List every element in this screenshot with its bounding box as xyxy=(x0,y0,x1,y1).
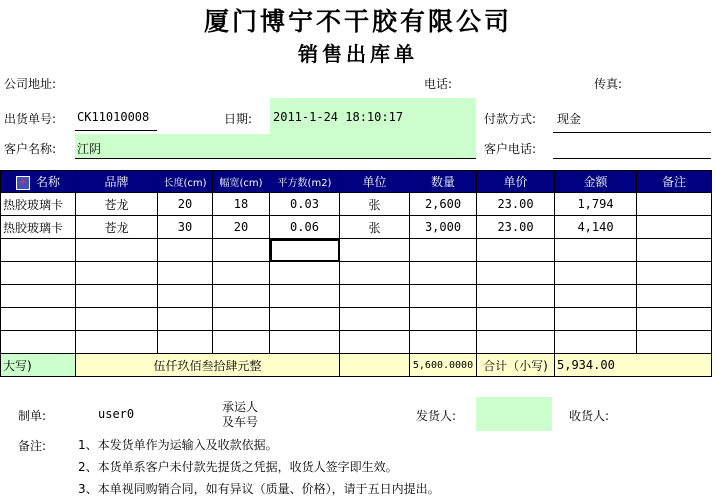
summary-row xyxy=(1,354,712,377)
date-field[interactable]: 2011-1-24 18:10:17 xyxy=(273,110,404,124)
small-total-label: 合计（小写) xyxy=(477,354,555,377)
carrier-label-2: 及车号 xyxy=(222,415,259,429)
cell-area[interactable] xyxy=(270,285,340,308)
cell-unit[interactable] xyxy=(340,331,410,354)
cell-remark[interactable] xyxy=(637,216,712,239)
table-row xyxy=(1,193,712,216)
order-no-field[interactable]: CK11010008 xyxy=(77,110,150,124)
cell-area[interactable]: 0.06 xyxy=(270,216,340,239)
cell-remark[interactable] xyxy=(637,308,712,331)
cell-length[interactable] xyxy=(158,308,213,331)
col-header-name: + 名称 xyxy=(1,171,76,193)
caps-label: 大写) xyxy=(1,354,76,377)
cell-width[interactable] xyxy=(213,308,270,331)
cell-amount[interactable] xyxy=(555,262,637,285)
cell-width[interactable] xyxy=(213,331,270,354)
table-row xyxy=(1,331,712,354)
cell-brand[interactable] xyxy=(76,331,158,354)
cell-width[interactable]: 18 xyxy=(213,193,270,216)
cell-width[interactable] xyxy=(213,285,270,308)
payment-label: 付款方式: xyxy=(484,112,537,126)
cell-price[interactable]: 23.00 xyxy=(477,193,555,216)
cell-amount[interactable] xyxy=(555,308,637,331)
cell-unit[interactable] xyxy=(340,262,410,285)
summary-blank xyxy=(340,354,410,377)
cell-area[interactable] xyxy=(270,331,340,354)
cell-name[interactable] xyxy=(1,239,76,262)
cell-price[interactable] xyxy=(477,262,555,285)
cell-brand[interactable] xyxy=(76,262,158,285)
cell-remark[interactable] xyxy=(637,285,712,308)
cell-amount[interactable] xyxy=(555,285,637,308)
carrier-label-1: 承运人 xyxy=(222,400,259,414)
col-header-unit: 单位 xyxy=(340,171,410,193)
cell-length[interactable] xyxy=(158,262,213,285)
cell-price[interactable] xyxy=(477,239,555,262)
cell-qty[interactable]: 3,000 xyxy=(410,216,477,239)
cell-remark[interactable] xyxy=(637,331,712,354)
cell-price[interactable] xyxy=(477,285,555,308)
cell-qty[interactable] xyxy=(410,262,477,285)
customer-phone-label: 客户电话: xyxy=(484,142,537,156)
cell-remark[interactable] xyxy=(637,193,712,216)
table-row xyxy=(1,262,712,285)
cell-price[interactable]: 23.00 xyxy=(477,216,555,239)
goods-table xyxy=(0,170,712,377)
customer-field[interactable]: 江阴 xyxy=(77,142,102,156)
table-row xyxy=(1,239,712,262)
cell-width[interactable] xyxy=(213,239,270,262)
payment-field[interactable]: 现金 xyxy=(557,112,582,126)
customer-field-bg xyxy=(75,134,476,158)
address-label: 公司地址: xyxy=(4,77,57,91)
payment-underline xyxy=(553,132,711,133)
cell-name[interactable] xyxy=(1,308,76,331)
cell-name[interactable] xyxy=(1,285,76,308)
shipper-field[interactable] xyxy=(476,397,552,431)
note-line-3: 3、本单视同购销合同，如有异议（质量、价格），请于五日内提出。 xyxy=(78,482,440,496)
total-amount: 5,934.00 xyxy=(555,354,712,377)
cell-name[interactable] xyxy=(1,331,76,354)
cell-unit[interactable] xyxy=(340,239,410,262)
cell-remark[interactable] xyxy=(637,262,712,285)
cell-brand[interactable] xyxy=(76,285,158,308)
cell-length[interactable]: 20 xyxy=(158,193,213,216)
customer-label: 客户名称: xyxy=(4,142,57,156)
col-header-amount: 金额 xyxy=(555,171,637,193)
cell-name[interactable]: 热胶玻璃卡 xyxy=(1,193,76,216)
cell-length[interactable] xyxy=(158,285,213,308)
notes-label: 备注: xyxy=(18,439,47,453)
table-header-row xyxy=(1,171,712,193)
customer-underline xyxy=(75,158,476,159)
cell-area[interactable] xyxy=(270,308,340,331)
maker-label: 制单: xyxy=(18,409,47,423)
cell-brand[interactable]: 苍龙 xyxy=(76,216,158,239)
phone-label: 电话: xyxy=(424,77,453,91)
customer-phone-underline xyxy=(553,158,711,159)
cell-brand[interactable] xyxy=(76,308,158,331)
col-header-price: 单价 xyxy=(477,171,555,193)
col-header-length: 长度(cm) xyxy=(158,171,213,193)
col-header-qty: 数量 xyxy=(410,171,477,193)
col-header-brand: 品牌 xyxy=(76,171,158,193)
receiver-label: 收货人: xyxy=(569,409,610,423)
order-no-underline xyxy=(75,130,157,131)
cell-area[interactable] xyxy=(270,262,340,285)
plus-icon[interactable]: + xyxy=(16,176,30,190)
cell-width[interactable] xyxy=(213,262,270,285)
company-title: 厦门博宁不干胶有限公司 xyxy=(203,7,512,36)
date-label: 日期: xyxy=(224,112,253,126)
table-row xyxy=(1,216,712,239)
note-line-1: 1、本发货单作为运输入及收款依据。 xyxy=(78,438,278,452)
cell-length[interactable] xyxy=(158,239,213,262)
cell-qty[interactable]: 2,600 xyxy=(410,193,477,216)
maker-field[interactable]: user0 xyxy=(98,407,135,421)
qty-total: 5,600.0000 xyxy=(410,354,477,377)
cell-qty[interactable] xyxy=(410,239,477,262)
cell-unit[interactable] xyxy=(340,285,410,308)
note-line-2: 2、本货单系客户未付款先提货之凭据，收货人签字即生效。 xyxy=(78,460,398,474)
col-header-remark: 备注 xyxy=(637,171,712,193)
col-header-width: 幅宽(cm) xyxy=(213,171,270,193)
cell-name[interactable] xyxy=(1,262,76,285)
cell-brand[interactable]: 苍龙 xyxy=(76,193,158,216)
cell-width[interactable]: 20 xyxy=(213,216,270,239)
cell-amount[interactable] xyxy=(555,331,637,354)
cell-length[interactable] xyxy=(158,331,213,354)
cell-price[interactable] xyxy=(477,308,555,331)
table-row xyxy=(1,285,712,308)
cell-length[interactable]: 30 xyxy=(158,216,213,239)
document-title: 销售出库单 xyxy=(298,42,418,66)
cell-qty[interactable] xyxy=(410,285,477,308)
cell-remark[interactable] xyxy=(637,239,712,262)
caps-amount: 伍仟玖佰叁拾肆元整 xyxy=(76,354,340,377)
shipper-label: 发货人: xyxy=(416,409,457,423)
cell-area[interactable] xyxy=(270,239,340,262)
cell-qty[interactable] xyxy=(410,308,477,331)
order-no-label: 出货单号: xyxy=(4,112,57,126)
cell-area[interactable]: 0.03 xyxy=(270,193,340,216)
cell-amount[interactable]: 1,794 xyxy=(555,193,637,216)
cell-amount[interactable]: 4,140 xyxy=(555,216,637,239)
cell-brand[interactable] xyxy=(76,239,158,262)
col-header-area: 平方数(m2) xyxy=(270,171,340,193)
cell-amount[interactable] xyxy=(555,239,637,262)
cell-qty[interactable] xyxy=(410,331,477,354)
fax-label: 传真: xyxy=(594,77,623,91)
cell-unit[interactable]: 张 xyxy=(340,216,410,239)
cell-price[interactable] xyxy=(477,331,555,354)
cell-unit[interactable] xyxy=(340,308,410,331)
cell-name[interactable]: 热胶玻璃卡 xyxy=(1,216,76,239)
table-row xyxy=(1,308,712,331)
cell-unit[interactable]: 张 xyxy=(340,193,410,216)
